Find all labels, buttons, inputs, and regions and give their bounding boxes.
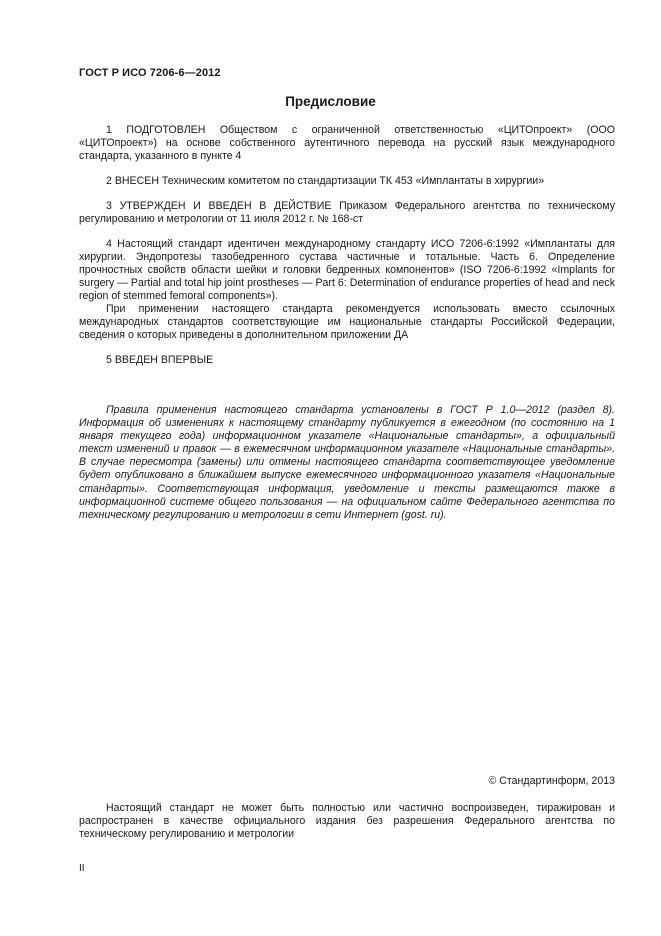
paragraph-4-references: При применении настоящего стандарта рекомендуется использовать вместо ссылочных международных стандартов соответствующие им национальные стандарты Российской Федерации, сведения о которых приведены в дополнительном приложении ДА: [79, 303, 615, 341]
reproduction-notice: [79, 802, 615, 841]
page-title: Предисловие: [285, 94, 376, 109]
paragraph-block-3: [79, 200, 615, 226]
paragraph-1-prepared: 1 ПОДГОТОВЛЕН Обществом с ограниченной ответственностью «ЦИТОпроект» (ООО «ЦИТОпроект») на основе собственного аутентичного перевода на русский язык международного стандарта, указанного в пункте 4: [79, 124, 615, 162]
paragraph-block-1: [79, 124, 615, 163]
document-code: ГОСТ Р ИСО 7206-6—2012: [79, 67, 221, 79]
paragraph-block-5: [79, 354, 615, 367]
page-number: II: [79, 863, 85, 874]
paragraph-4-identical: 4 Настоящий стандарт идентичен международному стандарту ИСО 7206-6:1992 «Имплантаты для хирургии. Эндопротезы тазобедренного сустава частичные и тотальные. Часть 6. Определение прочностных свойств области шейки и головки бедренных компонентов» (ISO 7206-6:1992 «Implants for surgery — Partial and total hip joint prostheses — Part 6: Determination of endurance properties of head and neck region of stemmed femoral components»).: [79, 238, 615, 302]
paragraph-5-introduced: 5 ВВЕДЕН ВПЕРВЫЕ: [106, 354, 214, 366]
paragraph-3-approved: 3 УТВЕРЖДЕН И ВВЕДЕН В ДЕЙСТВИЕ Приказом Федерального агентства по техническому регулированию и метрологии от 11 июля 2012 г. № 168-ст: [79, 200, 615, 225]
notice-text: Правила применения настоящего стандарта установлены в ГОСТ Р 1.0—2012 (раздел 8). Информация об изменениях к настоящему стандарту публикуется в ежегодном (по состоянию на 1 января текущего года) информационном указателе «Национальные стандарты», а официальный текст изменений и правок — в ежемесячном информационном указателе «Национальные стандарты». В случае пересмотра (замены) или отмены настоящего стандарта соответствующее уведомление будет опубликовано в ближайшем выпуске ежемесячного информационного указателя «Национальные стандарты». Соответствующая информация, уведомление и тексты размещаются также в информационной системе общего пользования — на официальном сайте Федерального агентства по техническому регулированию и метрологии в сети Интернет (gost. ru).: [79, 404, 615, 521]
paragraph-block-2: [79, 175, 615, 188]
reproduction-text: Настоящий стандарт не может быть полностью или частично воспроизведен, тиражирован и распространен в качестве официального издания без разрешения Федерального агентства по техническому регулированию и метрологии: [79, 802, 615, 840]
copyright-line: © Стандартинформ, 2013: [488, 775, 615, 787]
paragraph-2-submitted: 2 ВНЕСЕН Техническим комитетом по стандартизации ТК 453 «Имплантаты в хирургии»: [106, 175, 545, 187]
application-rules-notice: [79, 404, 615, 522]
paragraph-block-4: [79, 238, 615, 342]
